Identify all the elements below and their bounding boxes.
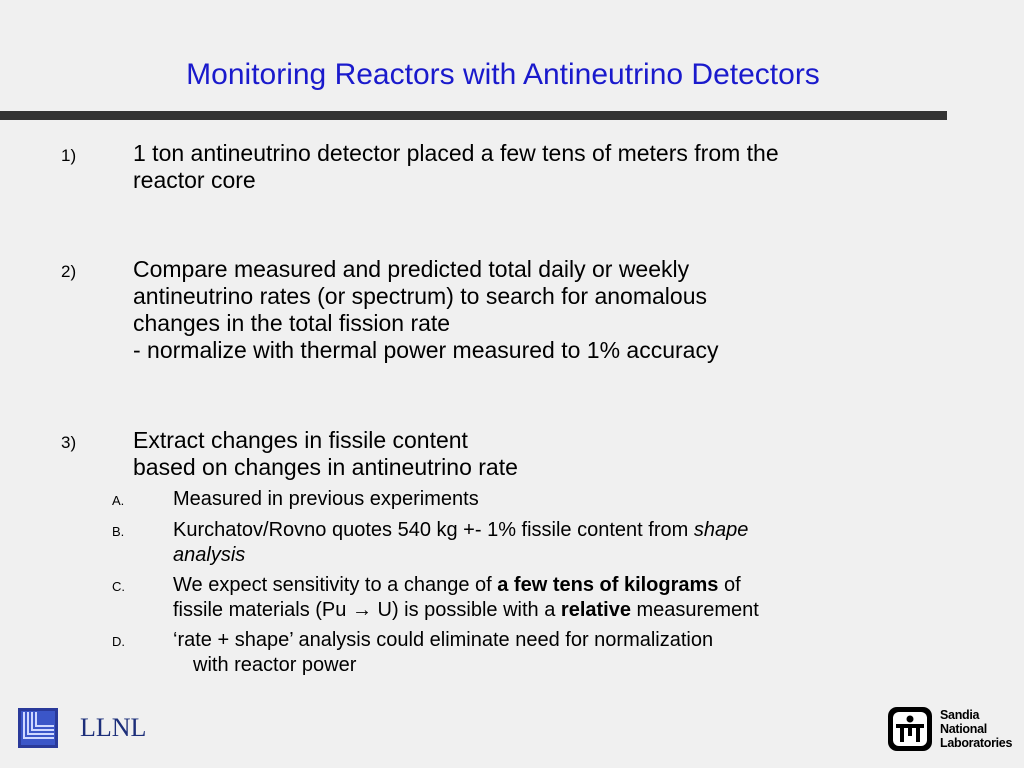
subitem-letter-b: B. (112, 524, 125, 539)
item-3-line-2: based on changes in antineutrino rate (133, 454, 518, 480)
subitem-text-b (173, 518, 748, 568)
sandia-line-3: Laboratories (940, 736, 1013, 750)
subitem-letter-a: A. (112, 493, 125, 508)
item-3-line-1: Extract changes in fissile content (133, 427, 468, 453)
subitem-c-text-5: measurement (630, 599, 759, 621)
subitem-d-line-1: ‘rate + shape’ analysis could eliminate need for normalization (173, 629, 714, 651)
item-1-line-2: reactor core (133, 167, 256, 193)
subitem-text-d (173, 628, 713, 678)
subitem-b-italic-2: analysis (173, 544, 246, 566)
item-2-line-2: antineutrino rates (or spectrum) to search for anomalous (133, 283, 707, 309)
item-number-3: 3) (61, 433, 77, 452)
llnl-logo-text: LLNL (80, 713, 147, 742)
item-number-1: 1) (61, 146, 77, 165)
subitem-b-text: Kurchatov/Rovno quotes 540 kg +- 1% fissile content from (173, 519, 694, 541)
sandia-line-2: National (940, 722, 987, 736)
item-2-line-1: Compare measured and predicted total daily or weekly (133, 256, 690, 282)
subitem-b-italic-1: shape (693, 519, 749, 541)
slide-title: Monitoring Reactors with Antineutrino Detectors (186, 58, 820, 91)
item-1-line-1: 1 ton antineutrino detector placed a few tens of meters from the (133, 140, 779, 166)
sandia-logo-icon (887, 706, 933, 752)
subitem-d-line-2: with reactor power (193, 654, 357, 676)
item-text-1 (133, 140, 779, 194)
subitem-c-text-2: of (718, 574, 741, 596)
arrow-right-icon: → (351, 599, 372, 621)
subitem-c-text-3: fissile materials (Pu (173, 599, 352, 621)
subitem-c-bold-1: a few tens of kilograms (497, 574, 719, 596)
llnl-logo-icon (18, 708, 58, 748)
subitem-letter-c: C. (112, 579, 125, 594)
item-2-line-4: - normalize with thermal power measured to 1% accuracy (133, 337, 719, 363)
item-text-2 (133, 256, 718, 364)
subitem-letter-d: D. (112, 634, 125, 649)
subitem-c-text-4: U) is possible with a (371, 599, 561, 621)
subitem-c-text-1: We expect sensitivity to a change of (173, 574, 498, 596)
sandia-logo-text (940, 708, 1012, 750)
subitem-c-bold-2: relative (560, 599, 631, 621)
subitem-text-c (173, 573, 759, 623)
title-divider (0, 111, 947, 120)
item-number-2: 2) (61, 262, 77, 281)
sandia-line-1: Sandia (940, 708, 980, 722)
subitem-text-a: Measured in previous experiments (173, 488, 479, 510)
item-text-3 (133, 427, 518, 481)
item-2-line-3: changes in the total fission rate (133, 310, 451, 336)
